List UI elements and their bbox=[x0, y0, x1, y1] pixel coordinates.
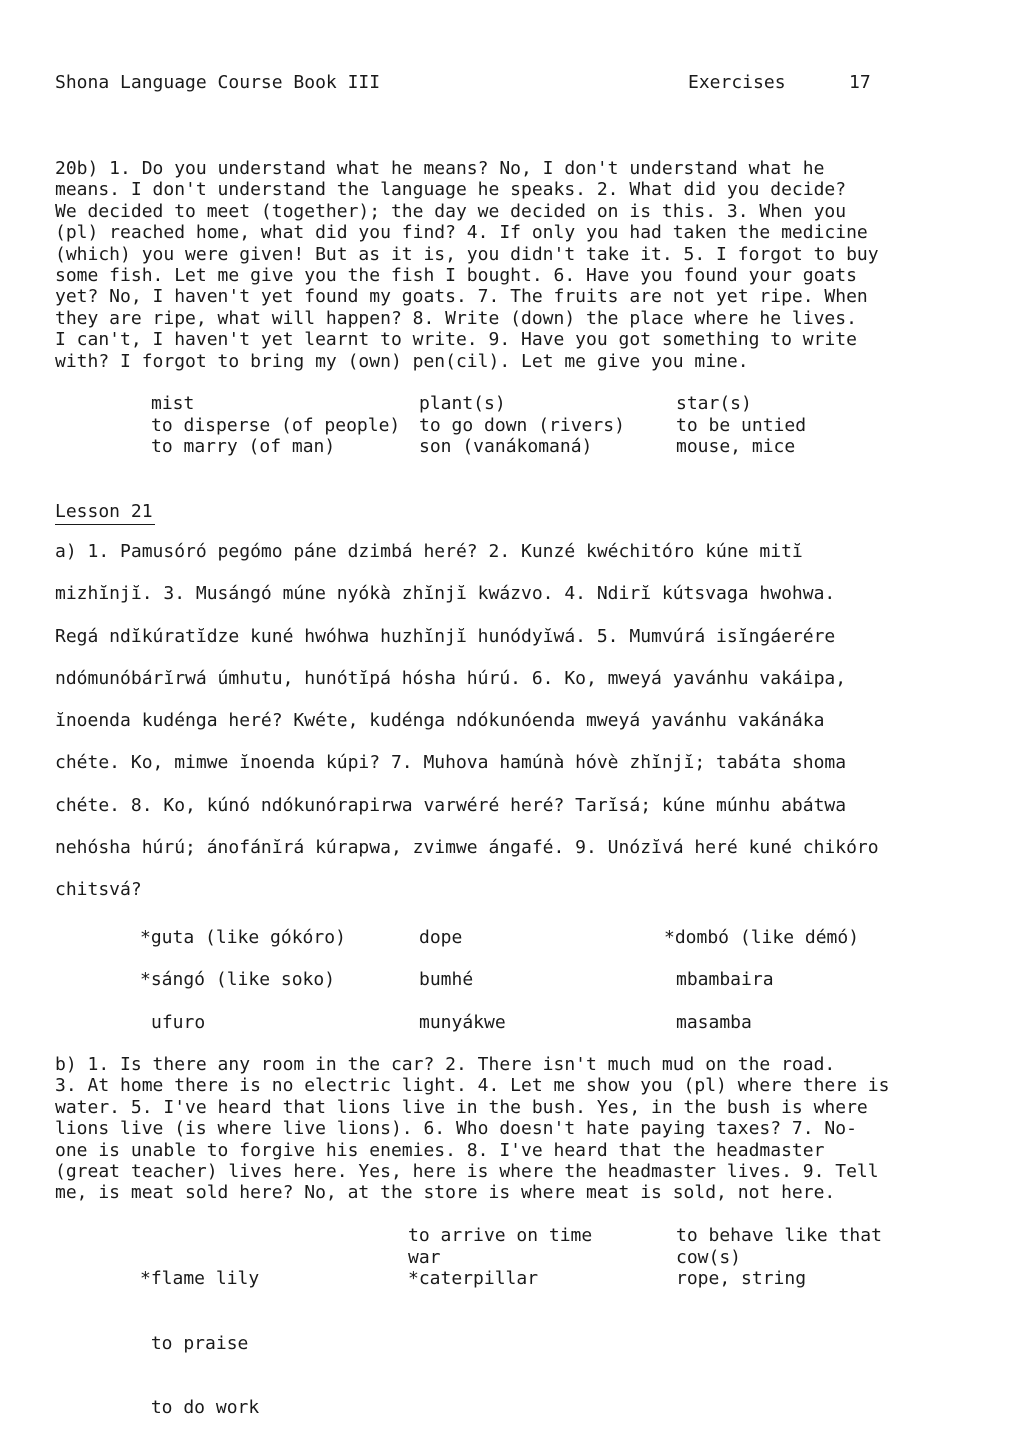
exercise-21a-paragraph bbox=[55, 540, 925, 921]
exercise-20b-paragraph bbox=[55, 158, 925, 372]
vocab-item: to go down (rivers) bbox=[419, 414, 625, 436]
vocab-item: mouse, mice bbox=[676, 436, 796, 457]
vocab-item: to behave like that bbox=[676, 1225, 882, 1246]
vocab-21b-column-2 bbox=[408, 1225, 592, 1290]
text-line: chéte. Ko, mimwe ĭnoenda kúpi? 7. Muhova hamúnà hóvè zhĭnjĭ; tabáta shoma bbox=[55, 752, 847, 774]
vocab-item: star(s) bbox=[676, 393, 752, 414]
text-line: (pl) reached home, what did you find? 4. If only you had taken the medicine bbox=[55, 222, 868, 244]
vocab-item: son (vanákomaná) bbox=[419, 436, 593, 457]
text-line: ndómunóbárĭrwá úmhutu, hunótĭpá hósha húrú. 6. Ko, mweyá yavánhu vakáipa, bbox=[55, 667, 847, 689]
text-line: nehósha húrú; ánofánĭrá kúrapwa, zvimwe ángafé. 9. Unózĭvá heré kuné chikóro bbox=[55, 837, 879, 859]
vocab-item: *dombó (like démó) bbox=[664, 927, 860, 948]
text-line: me, is meat sold here? No, at the store is where meat is sold, not here. bbox=[55, 1182, 836, 1204]
text-line: (great teacher) lives here. Yes, here is where the headmaster lives. 9. Tell bbox=[55, 1160, 879, 1182]
vocab-item: to disperse (of people) bbox=[151, 414, 401, 436]
vocab-item: cow(s) bbox=[676, 1246, 742, 1268]
vocab-20b-column-2 bbox=[419, 393, 625, 458]
page-number: 17 bbox=[849, 72, 871, 93]
vocab-item: to be untied bbox=[676, 414, 807, 436]
text-line: (which) you were given! But as it is, you didn't take it. 5. I forgot to buy bbox=[55, 243, 879, 265]
text-line: lions live (is where live lions). 6. Who doesn't hate paying taxes? 7. No- bbox=[55, 1118, 857, 1140]
vocab-item: munyákwe bbox=[419, 1012, 506, 1033]
text-line: mizhĭnjĭ. 3. Musángó múne nyókà zhĭnjĭ kwázvo. 4. Ndirĭ kútsvaga hwohwa. bbox=[55, 583, 836, 605]
text-line: yet? No, I haven't yet found my goats. 7. The fruits are not yet ripe. When bbox=[55, 286, 868, 308]
text-line: some fish. Let me give you the fish I bought. 6. Have you found your goats bbox=[55, 264, 857, 286]
text-line: they are ripe, what will happen? 8. Write (down) the place where he lives. bbox=[55, 307, 857, 329]
text-line: chéte. 8. Ko, kúnó ndókunórapirwa varwéré heré? Tarĭsá; kúne múnhu abátwa bbox=[55, 794, 847, 816]
vocab-item: war bbox=[408, 1246, 441, 1268]
vocab-item: to do work bbox=[140, 1397, 260, 1418]
text-line: We decided to meet (together); the day we decided on is this. 3. When you bbox=[55, 200, 847, 222]
vocab-item: mbambaira bbox=[676, 969, 774, 990]
vocab-item: to marry (of man) bbox=[151, 436, 336, 457]
vocab-item: plant(s) bbox=[419, 393, 506, 414]
text-line: Regá ndĭkúratĭdze kuné hwóhwa huzhĭnjĭ hunódyĭwá. 5. Mumvúrá isĭngáerére bbox=[55, 625, 836, 647]
exercise-21b-paragraph bbox=[55, 1054, 925, 1204]
vocab-item: bumhé bbox=[419, 969, 474, 990]
vocab-20b-column-3 bbox=[676, 393, 806, 458]
vocab-item: *sángó (like soko) bbox=[140, 969, 336, 990]
text-line: ĭnoenda kudénga heré? Kwéte, kudénga ndókunóenda mweyá yavánhu vakánáka bbox=[55, 710, 825, 732]
text-line: a) 1. Pamusóró pegómo páne dzimbá heré? 2. Kunzé kwéchitóro kúne mitĭ bbox=[55, 541, 803, 562]
vocab-20b-column-1 bbox=[151, 393, 400, 458]
section-name: Exercises bbox=[688, 72, 786, 93]
vocab-item: *flame lily bbox=[140, 1268, 260, 1289]
vocab-item: ufuro bbox=[151, 1012, 206, 1033]
lesson-heading: Lesson 21 bbox=[55, 500, 155, 525]
running-header bbox=[55, 72, 875, 96]
text-line: means. I don't understand the language he speaks. 2. What did you decide? bbox=[55, 179, 847, 201]
vocab-item: mist bbox=[151, 393, 195, 414]
text-line: with? I forgot to bring my (own) pen(cil). Let me give you mine. bbox=[55, 350, 749, 372]
vocab-item: dope bbox=[419, 927, 463, 948]
vocab-item: to praise bbox=[140, 1332, 249, 1354]
vocab-item: to arrive on time bbox=[408, 1225, 593, 1246]
text-line: chitsvá? bbox=[55, 879, 142, 901]
text-line: one is unable to forgive his enemies. 8. I've heard that the headmaster bbox=[55, 1139, 825, 1161]
text-line: water. 5. I've heard that lions live in the bush. Yes, in the bush is where bbox=[55, 1096, 868, 1118]
vocab-item: *caterpillar bbox=[408, 1268, 539, 1289]
vocab-item: masamba bbox=[676, 1012, 752, 1033]
text-line: b) 1. Is there any room in the car? 2. There isn't much mud on the road. bbox=[55, 1054, 836, 1075]
text-line: I can't, I haven't yet learnt to write. 9. Have you got something to write bbox=[55, 329, 857, 351]
text-line: 20b) 1. Do you understand what he means? No, I don't understand what he bbox=[55, 158, 825, 179]
vocab-item: rope, string bbox=[676, 1268, 807, 1289]
vocab-item: *guta (like gókóro) bbox=[140, 927, 346, 948]
text-line: 3. At home there is no electric light. 4. Let me show you (pl) where there is bbox=[55, 1075, 890, 1097]
vocab-21b-column-1 bbox=[140, 1225, 259, 1440]
book-title: Shona Language Course Book III bbox=[55, 72, 381, 93]
vocab-21b-column-3 bbox=[676, 1225, 882, 1290]
